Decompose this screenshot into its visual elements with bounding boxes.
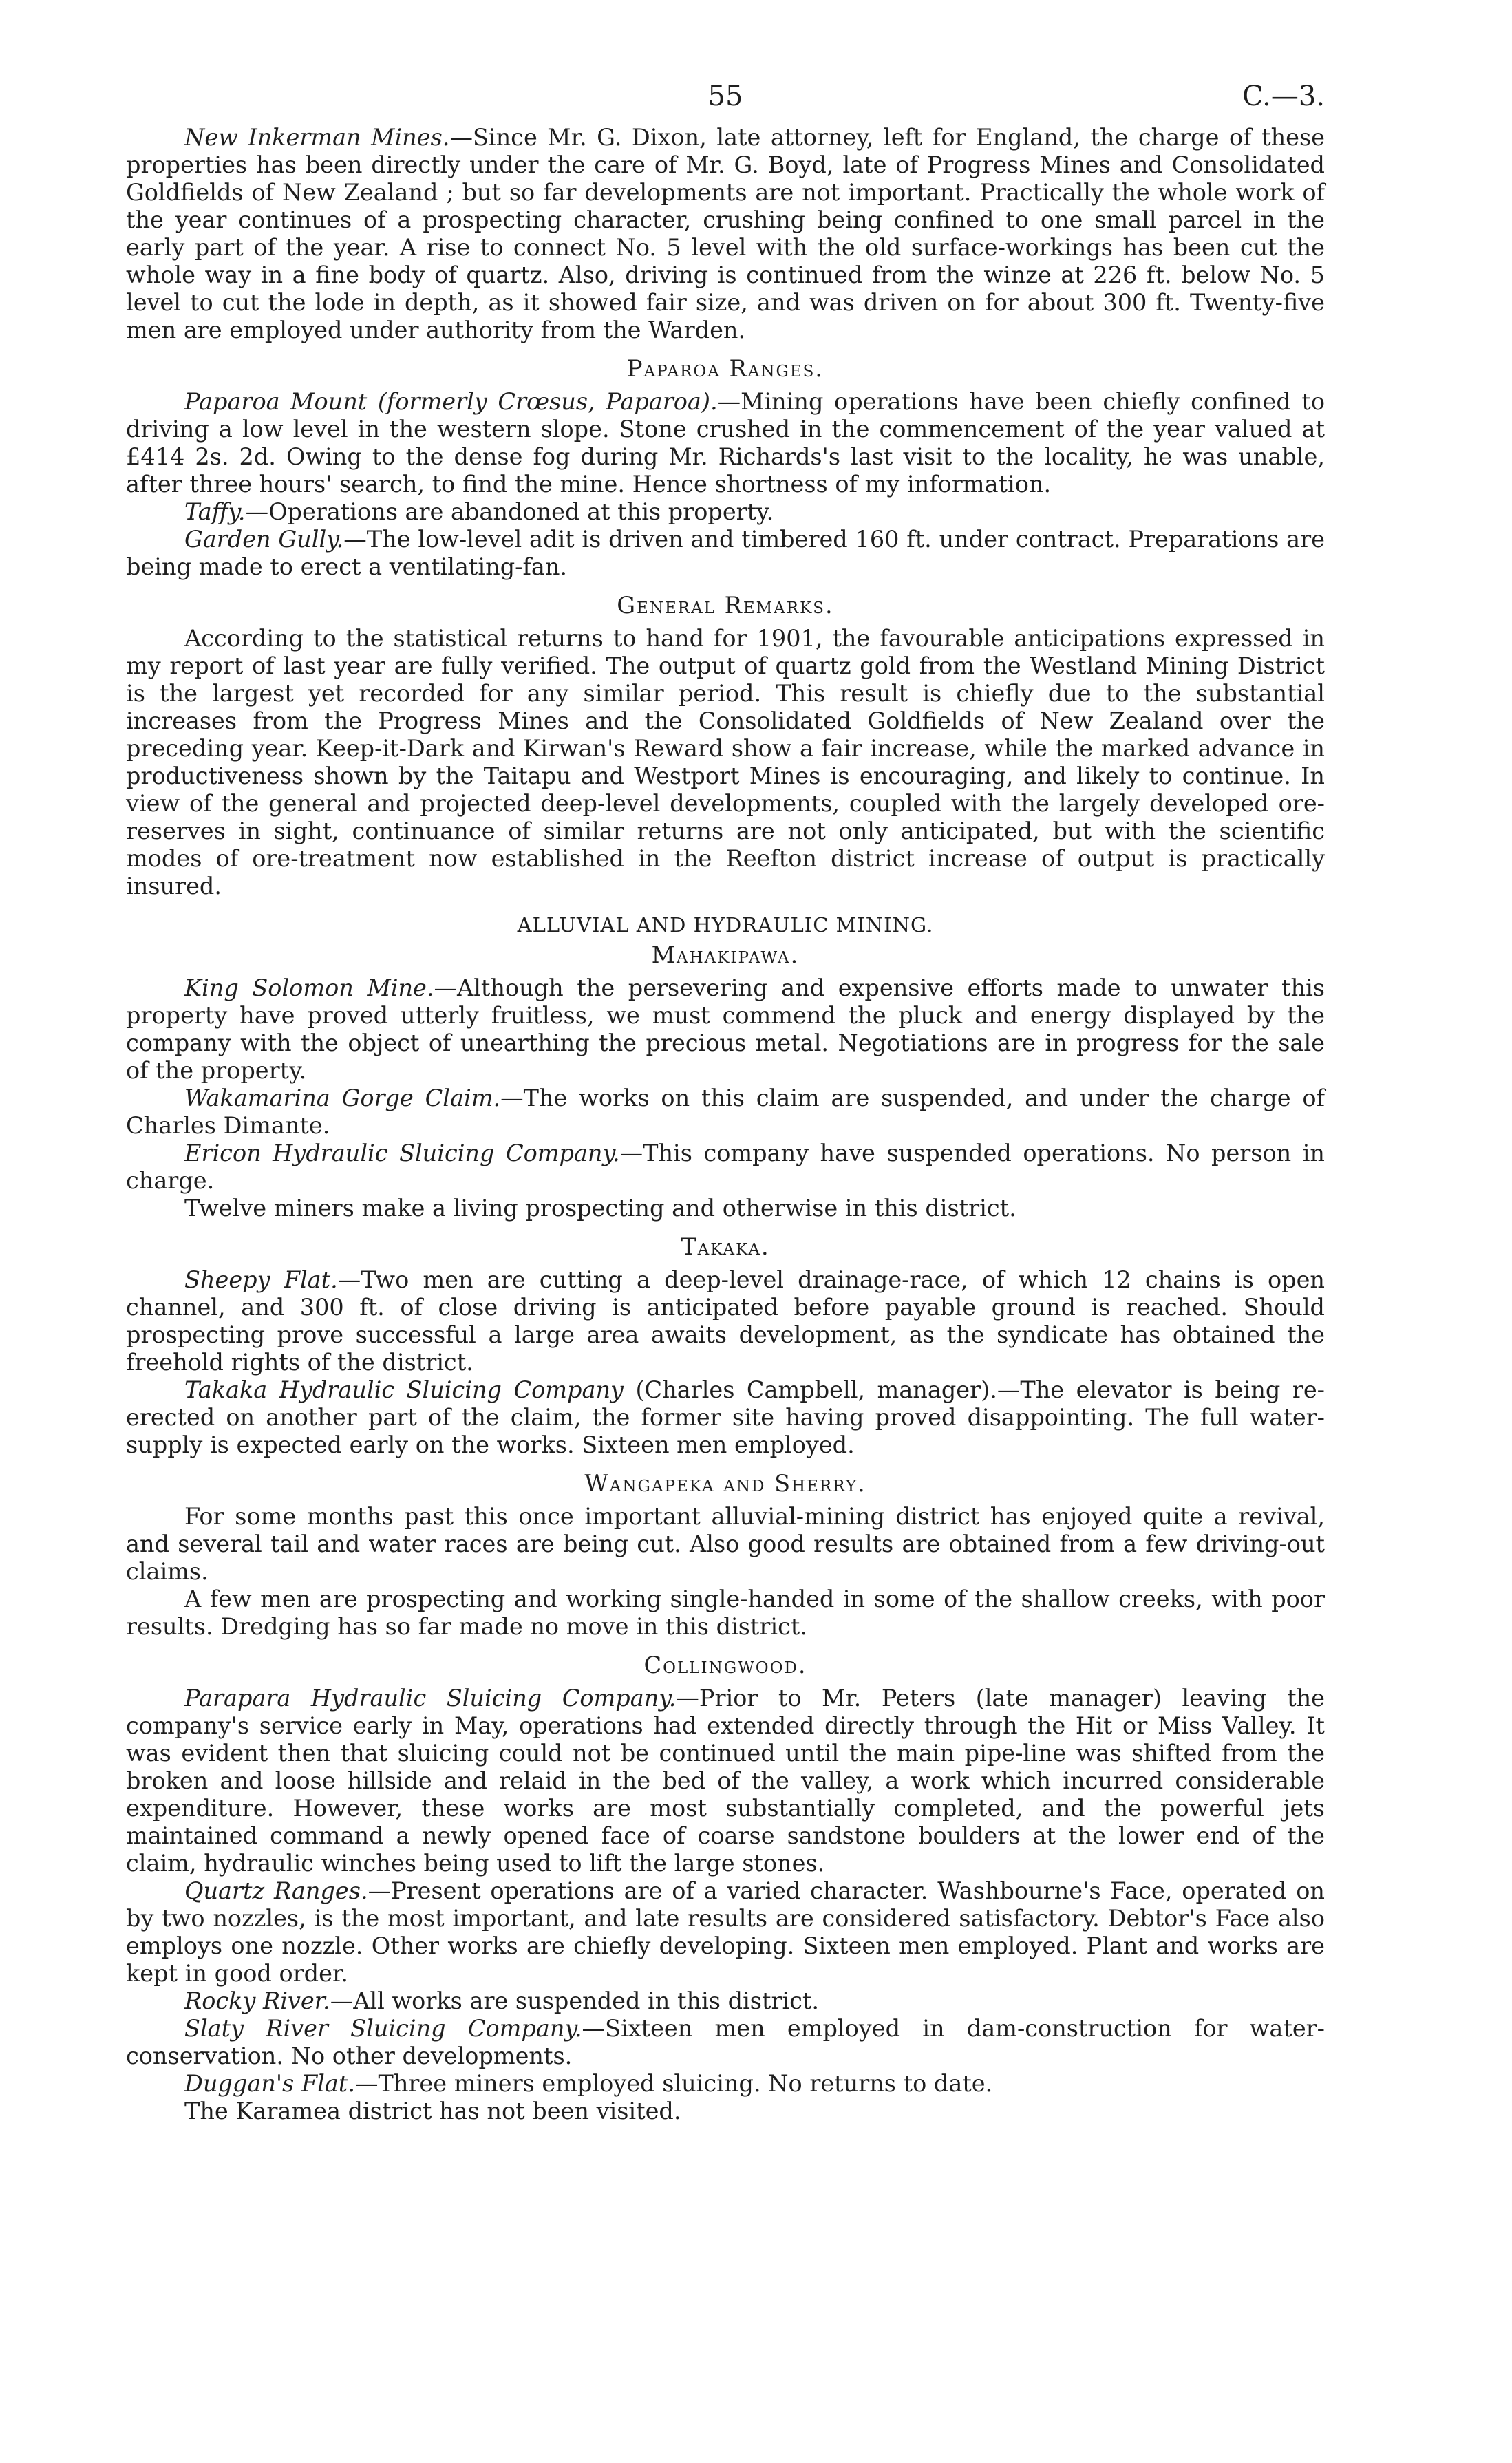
section-heading-general-remarks: General Remarks.: [617, 592, 834, 619]
paragraph-new-inkerman: New Inkerman Mines.—Since Mr. G. Dixon, late attorney, left for England, the charge of these properties has been directly under the care of Mr. G. Boyd, late of Progress Mines and Consolidated Goldfields of New Zealand ; but so far developments are not important. Practically the whole work of the year continues of a prospecting character, crushing being confined to one small parcel in the early part of the year. A rise to connect No. 5 level with the old surface-workings has been cut the whole way in a fine body of quartz. Also, driving is continued from the winze at 226 ft. below No. 5 level to cut the lode in depth, as it showed fair size, and was driven on for about 300 ft. Twenty-five men are employed under authority from the Warden.: [126, 124, 1325, 343]
paragraph-rocky-river: Rocky River.—All works are suspended in this district.: [184, 1987, 820, 2014]
paragraph-ericon: Ericon Hydraulic Sluicing Company.—This company have suspended operations. No person in charge.: [126, 1140, 1325, 1194]
paragraph-garden-gully: Garden Gully.—The low-level adit is driven and timbered 160 ft. under contract. Preparations are being made to erect a ventilating-fan.: [126, 526, 1325, 580]
main-heading-alluvial-hydraulic-mining: ALLUVIAL AND HYDRAULIC MINING.: [517, 913, 934, 937]
paragraph-wangapeka-revival: For some months past this once important alluvial-mining district has enjoyed quite a revival, and several tail and water races are being cut. Also good results are obtained from a few driving-out claims.: [126, 1503, 1325, 1585]
paragraph-slaty-river: Slaty River Sluicing Company.—Sixteen men employed in dam-construction for water-conservation. No other developments.: [126, 2015, 1325, 2069]
section-heading-paparoa-ranges: Paparoa Ranges.: [626, 355, 824, 382]
paragraph-parapara: Parapara Hydraulic Sluicing Company.—Prior to Mr. Peters (late manager) leaving the company's service early in May, operations had extended directly through the Hit or Miss Valley. It was evident then that sluicing could not be continued until the main pipe-line was shifted from the broken and loose hillside and relaid in the bed of the valley, a work which incurred considerable expenditure. However, these works are most substantially completed, and the powerful jets maintained command a newly opened face of coarse sandstone boulders at the lower end of the claim, hydraulic winches being used to lift the large stones.: [126, 1685, 1325, 1877]
paragraph-twelve-miners: Twelve miners make a living prospecting and otherwise in this district.: [184, 1195, 1016, 1222]
document-page: [126, 83, 1325, 2125]
paragraph-king-solomon: King Solomon Mine.—Although the persevering and expensive efforts made to unwater this property have proved utterly fruitless, we must commend the pluck and energy displayed by the company with the object of unearthing the precious metal. Negotiations are in progress for the sale of the property.: [126, 974, 1325, 1084]
document-reference: C.—3.: [1242, 81, 1325, 112]
section-heading-collingwood: Collingwood.: [643, 1652, 807, 1678]
paragraph-duggans-flat: Duggan's Flat.—Three miners employed sluicing. No returns to date.: [184, 2070, 993, 2097]
paragraph-general-remarks: According to the statistical returns to hand for 1901, the favourable anticipations expressed in my report of last year are fully verified. The output of quartz gold from the Westland Mining District is the largest yet recorded for any similar period. This result is chiefly due to the substantial increases from the Progress Mines and the Consolidated Goldfields of New Zealand over the preceding year. Keep-it-Dark and Kirwan's Reward show a fair increase, while the marked advance in productiveness shown by the Taitapu and Westport Mines is encouraging, and likely to continue. In view of the general and projected deep-level developments, coupled with the largely developed ore-reserves in sight, continuance of similar returns are not only anticipated, but with the scientific modes of ore-treatment now established in the Reefton district increase of output is practically insured.: [126, 625, 1325, 899]
section-heading-takaka: Takaka.: [681, 1233, 770, 1260]
paragraph-taffy: Taffy.—Operations are abandoned at this property.: [184, 498, 774, 525]
section-heading-mahakipawa: Mahakipawa.: [651, 941, 800, 968]
section-heading-wangapeka-sherry: Wangapeka and Sherry.: [584, 1470, 866, 1497]
paragraph-karamea: The Karamea district has not been visited.: [184, 2098, 681, 2124]
paragraph-takaka-hydraulic: Takaka Hydraulic Sluicing Company (Charles Campbell, manager).—The elevator is being re-erected on another part of the claim, the former site having proved disappointing. The full water-supply is expected early on the works. Sixteen men employed.: [126, 1376, 1325, 1458]
paragraph-wangapeka-prospecting: A few men are prospecting and working single-handed in some of the shallow creeks, with poor results. Dredging has so far made no move in this district.: [126, 1586, 1325, 1640]
paragraph-wakamarina: Wakamarina Gorge Claim.—The works on this claim are suspended, and under the charge of Charles Dimante.: [126, 1085, 1325, 1139]
page-header: [126, 83, 1325, 124]
paragraph-sheepy-flat: Sheepy Flat.—Two men are cutting a deep-level drainage-race, of which 12 chains is open channel, and 300 ft. of close driving is anticipated before payable ground is reached. Should prospecting prove successful a large area awaits development, as the syndicate has obtained the freehold rights of the district.: [126, 1266, 1325, 1376]
paragraph-paparoa-mount: Paparoa Mount (formerly Crœsus, Paparoa).—Mining operations have been chiefly confined to driving a low level in the western slope. Stone crushed in the commencement of the year valued at £414 2s. 2d. Owing to the dense fog during Mr. Richards's last visit to the locality, he was unable, after three hours' search, to find the mine. Hence shortness of my information.: [126, 388, 1325, 498]
paragraph-quartz-ranges: Quartz Ranges.—Present operations are of a varied character. Washbourne's Face, operated on by two nozzles, is the most important, and late results are considered satisfactory. Debtor's Face also employs one nozzle. Other works are chiefly developing. Sixteen men employed. Plant and works are kept in good order.: [126, 1877, 1325, 1987]
page-number: 55: [707, 81, 743, 112]
